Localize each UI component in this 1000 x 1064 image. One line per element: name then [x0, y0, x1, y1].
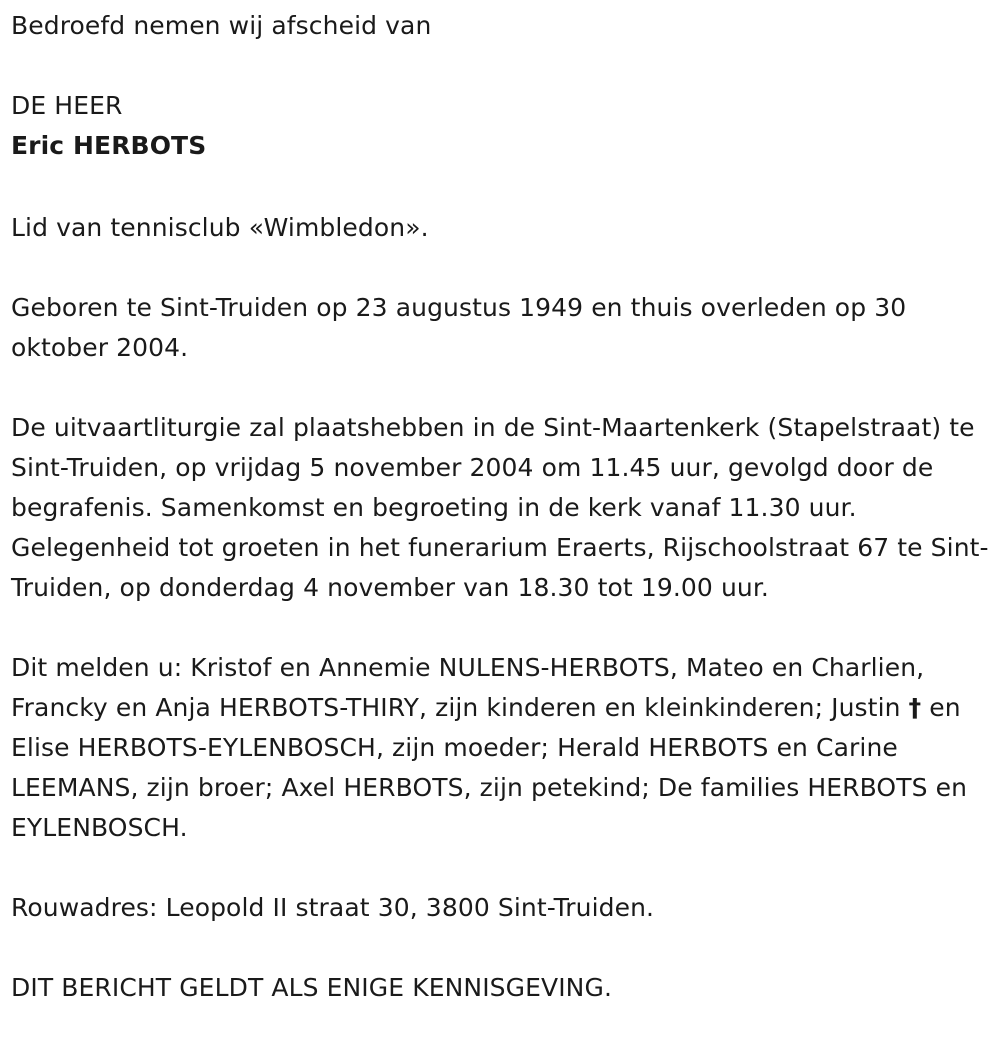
deceased-name: Eric HERBOTS	[11, 131, 207, 160]
spacer	[11, 248, 996, 288]
family-text-part1: Dit melden u: Kristof en Annemie NULENS-HERBOTS, Mateo en Charlien, Francky en Anja HERBOTS-THIRY, zijn kinderen en kleinkinderen; Justin	[11, 653, 925, 722]
address-line: Rouwadres: Leopold II straat 30, 3800 Sint-Truiden.	[11, 893, 655, 922]
spacer	[11, 608, 996, 648]
spacer	[11, 928, 996, 968]
family-paragraph	[11, 648, 996, 848]
obituary-notice	[11, 6, 996, 1008]
spacer	[11, 368, 996, 408]
membership-line: Lid van tennisclub «Wimbledon».	[11, 213, 429, 242]
ceremony-paragraph: De uitvaartliturgie zal plaatshebben in de Sint-Maartenkerk (Stapelstraat) te Sint-Truiden, op vrijdag 5 november 2004 om 11.45 uur, gevolgd door de begrafenis. Samenkomst en begroeting in de kerk vanaf 11.30 uur. Gelegenheid tot groeten in het funerarium Eraerts, Rijschoolstraat 67 te Sint-Truiden, op donderdag 4 november van 18.30 tot 19.00 uur.	[11, 413, 989, 602]
spacer	[11, 46, 996, 86]
intro-line: Bedroefd nemen wij afscheid van	[11, 11, 432, 40]
spacer	[11, 166, 996, 208]
honorific-title: DE HEER	[11, 91, 123, 120]
family-text-part2: en Elise HERBOTS-EYLENBOSCH, zijn moeder; Herald HERBOTS en Carine LEEMANS, zijn broer; Axel HERBOTS, zijn petekind; De families HERBOTS en EYLENBOSCH.	[11, 693, 968, 842]
spacer	[11, 848, 996, 888]
birth-death-paragraph: Geboren te Sint-Truiden op 23 augustus 1949 en thuis overleden op 30 oktober 2004.	[11, 293, 907, 362]
cross-icon: †	[908, 693, 922, 722]
closing-line: DIT BERICHT GELDT ALS ENIGE KENNISGEVING.	[11, 973, 612, 1002]
